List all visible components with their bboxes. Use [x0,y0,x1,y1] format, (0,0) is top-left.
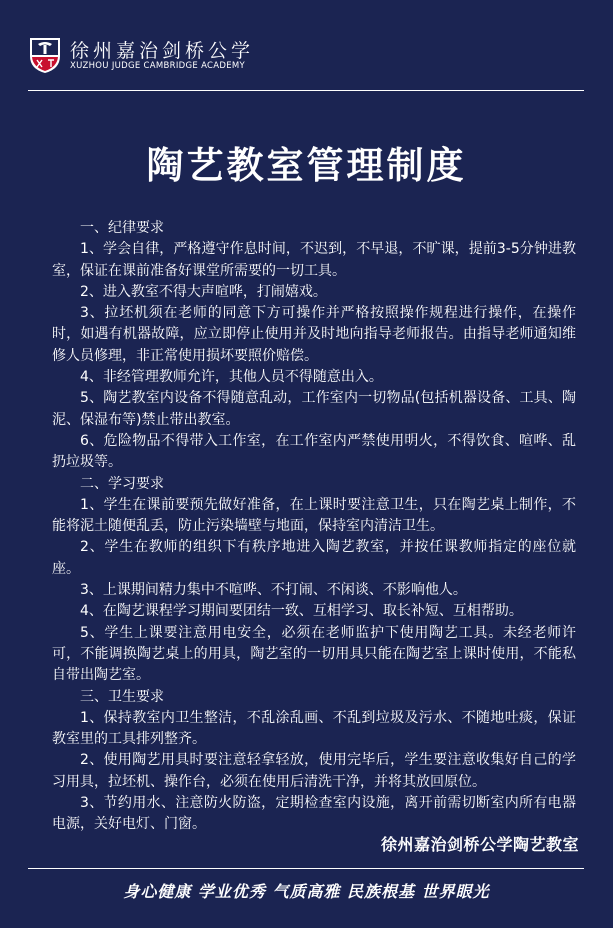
footer-signature: 徐州嘉治剑桥公学陶艺教室 [380,835,579,854]
school-name-en: XUZHOU JUDGE CAMBRIDGE ACADEMY [70,61,246,71]
rule-paragraph: 3、拉坯机须在老师的同意下方可操作并严格按照操作规程进行操作，在操作时，如遇有机器故障，应立即停止使用并及时地向指导老师报告。由指导老师通知维修人员修理，非正常使用损坏要照价赔偿。 [52,305,576,364]
rule-paragraph: 3、节约用水、注意防火防盗，定期检查室内设施，离开前需切断室内所有电器电源，关好电灯、门窗。 [52,795,576,833]
school-name-cn: 徐州嘉治剑桥公学 [70,40,255,62]
rule-paragraph: 1、学会自律，严格遵守作息时间，不迟到，不早退，不旷课，提前3-5分钟进教室，保证在课前准备好课堂所需要的一切工具。 [52,241,576,279]
section-heading-hygiene: 三、卫生要求 [80,688,164,705]
rule-paragraph: 2、学生在教师的组织下有秩序地进入陶艺教室，并按任课教师指定的座位就座。 [52,539,576,577]
rule-paragraph: 4、在陶艺课程学习期间要团结一致、互相学习、取长补短、互相帮助。 [80,603,523,620]
rule-paragraph: 4、非经管理教师允许，其他人员不得随意出入。 [80,369,383,386]
rule-paragraph: 5、陶艺教室内设备不得随意乱动，工作室内一切物品(包括机器设备、工具、陶泥、保湿布等)禁止带出教室。 [52,390,576,428]
bottom-divider [28,868,584,869]
rule-paragraph: 3、上课期间精力集中不喧哗、不打闹、不闲谈、不影响他人。 [80,582,467,599]
rules-content [52,218,576,836]
section-heading-study: 二、学习要求 [80,475,164,492]
header [0,0,613,90]
school-crest-icon [28,36,62,74]
school-slogan: 身心健康 学业优秀 气质高雅 民族根基 世界眼光 [123,882,490,901]
top-divider [28,90,584,91]
rule-paragraph: 5、学生上课要注意用电安全，必须在老师监护下使用陶艺工具。未经老师许可，不能调换陶艺桌上的用具，陶艺室的一切用具只能在陶艺室上课时使用，不能私自带出陶艺室。 [52,624,576,684]
rule-paragraph: 1、保持教室内卫生整洁，不乱涂乱画、不乱到垃圾及污水、不随地吐痰，保证教室里的工具排列整齐。 [52,709,576,748]
page-title: 陶艺教室管理制度 [146,144,467,187]
section-heading-discipline: 一、纪律要求 [80,220,164,236]
rule-paragraph: 1、学生在课前要预先做好准备，在上课时要注意卫生，只在陶艺桌上制作，不能将泥土随便乱丢，防止污染墙壁与地面，保持室内清洁卫生。 [52,496,576,535]
rule-paragraph: 2、进入教室不得大声喧哗，打闹嬉戏。 [80,283,327,300]
rule-paragraph: 6、危险物品不得带入工作室，在工作室内严禁使用明火，不得饮食、喧哗、乱扔垃圾等。 [52,432,576,471]
rule-paragraph: 2、使用陶艺用具时要注意轻拿轻放，使用完毕后，学生要注意收集好自己的学习用具，拉坯机、操作台，必须在使用后清洗干净，并将其放回原位。 [52,752,576,790]
